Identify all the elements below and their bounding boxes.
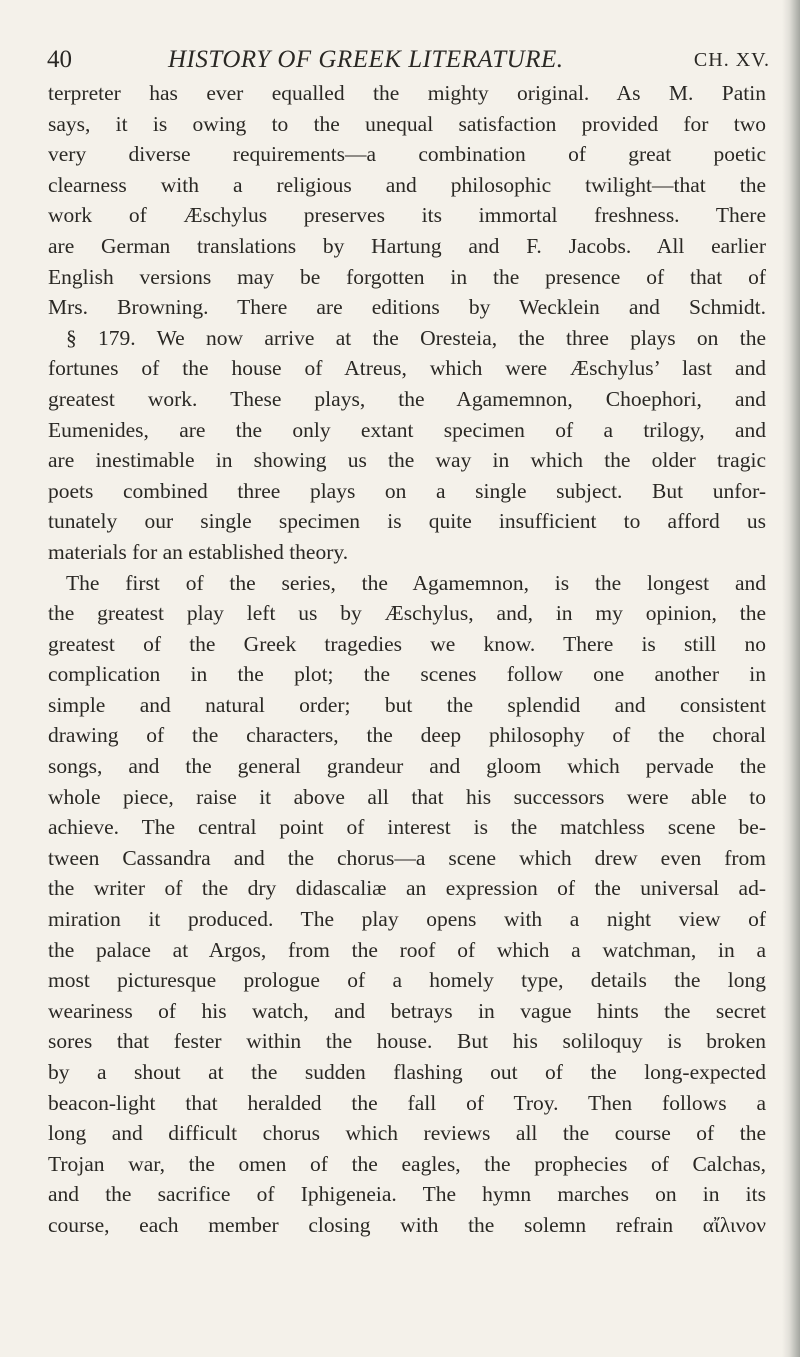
text-line: complication in the plot; the scenes follow one another in	[48, 662, 766, 687]
text-line: fortunes of the house of Atreus, which were Æschylus’ last and	[48, 356, 766, 381]
text-line: drawing of the characters, the deep philosophy of the choral	[48, 723, 766, 748]
text-line: beacon-light that heralded the fall of Troy. Then follows a	[48, 1090, 766, 1115]
text-line: long and difficult chorus which reviews all the course of the	[48, 1121, 766, 1146]
text-line: greatest of the Greek tragedies we know. There is still no	[48, 631, 766, 656]
text-line: Mrs. Browning. There are editions by Wecklein and Schmidt.	[48, 295, 766, 320]
text-line: whole piece, raise it above all that his successors were able to	[48, 784, 766, 809]
body-text	[48, 78, 766, 1241]
text-line: are inestimable in showing us the way in which the older tragic	[48, 448, 766, 473]
text-line: and the sacrifice of Iphigeneia. The hymn marches on in its	[48, 1182, 766, 1207]
text-line: course, each member closing with the solemn refrain αἴλινον	[48, 1212, 766, 1237]
chapter-reference: CH. XV.	[693, 49, 770, 71]
text-line: terpreter has ever equalled the mighty original. As M. Patin	[48, 81, 766, 105]
text-line: most picturesque prologue of a homely type, details the long	[48, 968, 766, 993]
text-line: tween Cassandra and the chorus—a scene which drew even from	[48, 845, 766, 870]
page-header	[47, 40, 770, 80]
page-edge-shadow	[782, 0, 800, 1357]
running-title: HISTORY OF GREEK LITERATURE.	[168, 46, 564, 73]
text-line: § 179. We now arrive at the Oresteia, the three plays on the	[66, 325, 766, 350]
text-line: the greatest play left us by Æschylus, and, in my opinion, the	[48, 601, 766, 626]
text-line: miration it produced. The play opens with a night view of	[48, 907, 766, 932]
text-line: tunately our single specimen is quite insufficient to afford us	[48, 509, 766, 534]
text-line: greatest work. These plays, the Agamemnon, Choephori, and	[48, 386, 766, 411]
text-line: achieve. The central point of interest is the matchless scene be-	[48, 815, 766, 840]
text-line: the writer of the dry didascaliæ an expression of the universal ad-	[48, 876, 766, 901]
text-line: Eumenides, are the only extant specimen of a trilogy, and	[48, 417, 766, 442]
text-line: the palace at Argos, from the roof of which a watchman, in a	[48, 937, 766, 962]
text-line: says, it is owing to the unequal satisfaction provided for two	[48, 111, 766, 136]
text-line: The first of the series, the Agamemnon, is the longest and	[66, 570, 766, 595]
text-line: English versions may be forgotten in the presence of that of	[48, 264, 766, 289]
text-line: are German translations by Hartung and F. Jacobs. All earlier	[48, 233, 766, 258]
text-line: poets combined three plays on a single subject. But unfor-	[48, 478, 766, 503]
text-line: weariness of his watch, and betrays in vague hints the secret	[48, 998, 766, 1023]
text-line: sores that fester within the house. But his soliloquy is broken	[48, 1029, 766, 1054]
text-line: materials for an established theory.	[48, 539, 349, 564]
text-line: simple and natural order; but the splendid and consistent	[48, 692, 766, 717]
text-line: by a shout at the sudden flashing out of the long-expected	[48, 1060, 766, 1084]
text-line: clearness with a religious and philosophic twilight—that the	[48, 172, 766, 197]
page-number: 40	[47, 46, 72, 73]
text-line: work of Æschylus preserves its immortal freshness. There	[48, 203, 766, 228]
text-line: Trojan war, the omen of the eagles, the prophecies of Calchas,	[48, 1151, 766, 1176]
text-line: songs, and the general grandeur and gloom which pervade the	[48, 754, 766, 779]
text-line: very diverse requirements—a combination of great poetic	[48, 142, 766, 167]
